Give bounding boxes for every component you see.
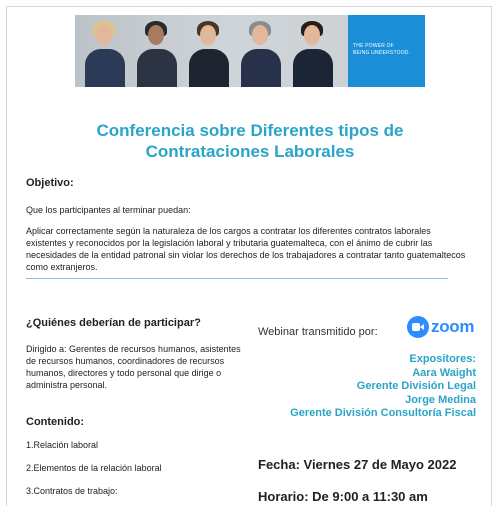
zoom-wordmark: zoom (431, 317, 475, 336)
person-photo (83, 15, 127, 87)
event-date: Fecha: Viernes 27 de Mayo 2022 (258, 457, 457, 472)
speaker-role: Gerente División Consultoría Fiscal (290, 407, 476, 419)
audience-heading: ¿Quiénes deberían de participar? (26, 317, 201, 329)
header-banner (75, 15, 425, 87)
contenido-heading: Contenido: (26, 416, 85, 428)
zoom-camera-icon (407, 316, 429, 338)
speaker-name: Aara Waight (412, 366, 476, 379)
person-photo (187, 15, 231, 87)
section-divider (26, 278, 448, 279)
person-photo (291, 15, 335, 87)
speakers-block (290, 353, 476, 421)
contenido-item: 3.Contratos de trabajo: (26, 486, 118, 496)
objetivo-heading: Objetivo: (26, 177, 74, 189)
brand-panel (348, 15, 425, 87)
speaker-name: Jorge Medina (405, 393, 476, 406)
speaker-role: Gerente División Legal (356, 380, 476, 392)
speakers-heading: Expositores: (409, 353, 476, 365)
contenido-item: 1.Relación laboral (26, 440, 99, 450)
webinar-label: Webinar transmitido por: (258, 326, 378, 338)
person-photo (239, 15, 283, 87)
audience-body: Dirigido a: Gerentes de recursos humanos, asistentes de recursos humanos, coordinadores de recursos humanos, directores y todo personal que dirige o administra personal. (26, 344, 241, 390)
person-photo (135, 15, 179, 87)
zoom-logo (407, 316, 474, 338)
objetivo-intro: Que los participantes al terminar puedan: (26, 205, 191, 215)
objetivo-body: Aplicar correctamente según la naturaleza de los cargos a contratar los diferentes contratos laborales existentes y reconocidos por la legislación laboral y tributaria guatemalteca, con el ánimo de cubrir las necesidades de la entidad patronal sin violar los derechos de los trabajadores a contratar tanto guatemaltecos como extranjeros. (26, 226, 466, 272)
page-title: Conferencia sobre Diferentes tipos de Contrataciones Laborales (96, 121, 404, 161)
contenido-item: 2.Elementos de la relación laboral (26, 463, 162, 473)
brand-tagline: THE POWER OF BEING UNDERSTOOD. (353, 43, 411, 56)
event-time: Horario: De 9:00 a 11:30 am (258, 489, 428, 504)
